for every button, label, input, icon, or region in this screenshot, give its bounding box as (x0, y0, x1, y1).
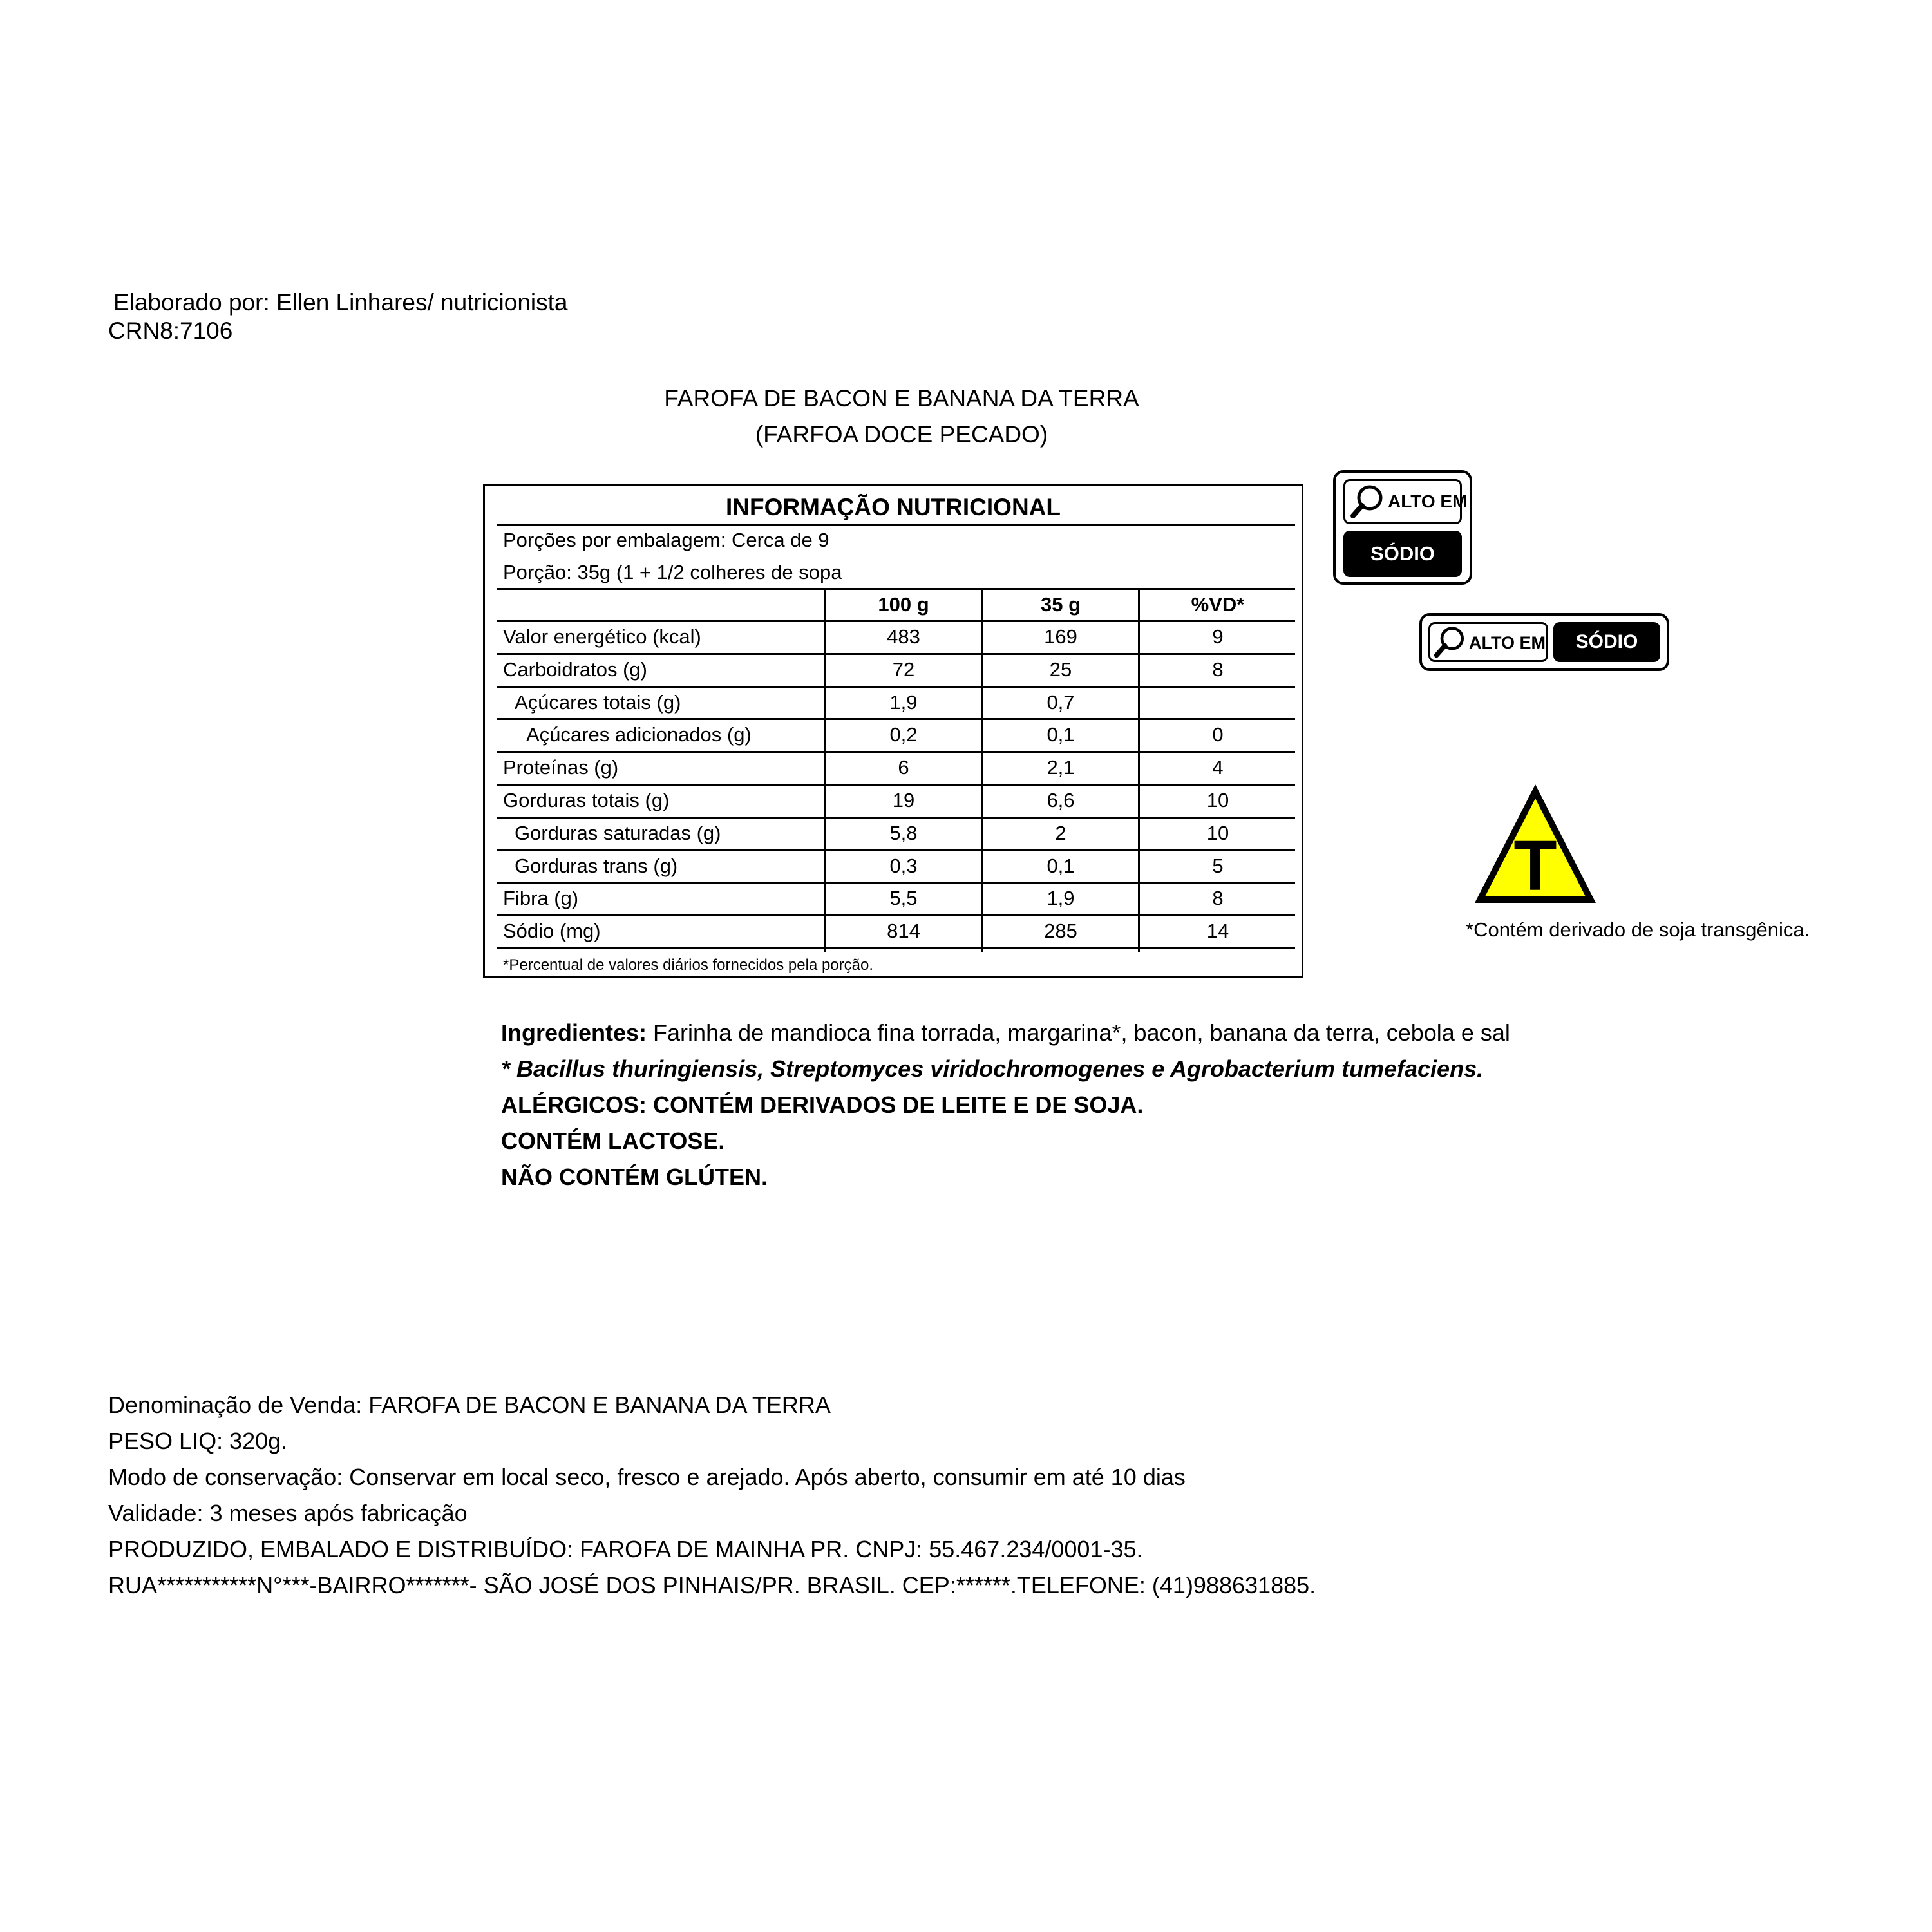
nutrient-value-100g: 72 (892, 658, 915, 681)
sodio-box (1343, 531, 1462, 577)
ingredients-block (501, 1015, 1510, 1195)
nutrient-label: Gorduras trans (g) (515, 854, 678, 877)
gluten-warning: NÃO CONTÉM GLÚTEN. (501, 1164, 768, 1190)
divider (497, 620, 1295, 622)
column-header-100g: 100 g (878, 593, 929, 616)
row-divider (497, 817, 1295, 819)
nutrient-value-35g: 2 (1055, 821, 1066, 844)
net-weight: PESO LIQ: 320g. (108, 1428, 288, 1454)
nutrient-label: Gorduras saturadas (g) (515, 821, 721, 844)
row-divider (497, 849, 1295, 851)
product-info-footer (108, 1387, 1316, 1604)
nutrient-label: Valor energético (kcal) (503, 625, 701, 648)
nutrient-value-35g: 169 (1044, 625, 1077, 648)
nutrient-value-35g: 0,1 (1046, 723, 1075, 746)
nutrient-value-100g: 0,3 (889, 854, 918, 877)
nutrient-label: Açúcares adicionados (g) (526, 723, 752, 746)
magnifier-icon (1349, 482, 1388, 521)
divider (497, 524, 1295, 526)
row-divider (497, 784, 1295, 786)
nutrition-facts-table (483, 484, 1303, 978)
nutrient-value-100g: 5,5 (889, 887, 918, 910)
nutrient-value-vd: 10 (1206, 821, 1229, 844)
nutrient-label: Proteínas (g) (503, 756, 619, 779)
lactose-warning: CONTÉM LACTOSE. (501, 1128, 725, 1154)
allergens-warning: ALÉRGICOS: CONTÉM DERIVADOS DE LEITE E DE SOJA. (501, 1092, 1144, 1118)
nutrient-value-100g: 6 (898, 756, 909, 779)
nutrient-value-35g: 0,1 (1046, 854, 1075, 877)
nutrient-value-100g: 814 (887, 920, 920, 943)
producer-address: RUA***********N°***-BAIRRO*******- SÃO JOSÉ DOS PINHAIS/PR. BRASIL. CEP:******.TELEFONE: (41)988631885. (108, 1572, 1316, 1598)
column-divider (824, 588, 826, 952)
transgenic-triangle-icon (1471, 781, 1600, 907)
nutrient-value-vd: 5 (1212, 854, 1224, 877)
transgenic-letter: T (1513, 826, 1557, 905)
alto-em-box (1343, 479, 1468, 524)
author-block (108, 289, 568, 345)
nutrient-value-vd: 14 (1206, 920, 1229, 943)
ingredients-line (501, 1015, 1510, 1051)
row-divider (497, 751, 1295, 753)
row-divider (497, 914, 1295, 916)
nutrient-value-vd: 8 (1212, 887, 1224, 910)
author-name: Elaborado por: Ellen Linhares/ nutricionista (113, 289, 568, 316)
ingredients-label: Ingredientes: (501, 1019, 647, 1046)
transgenic-symbol (1471, 781, 1600, 910)
nutrient-value-100g: 1,9 (889, 690, 918, 714)
nutrient-value-vd: 8 (1212, 658, 1224, 681)
alto-em-label: ALTO EM (1388, 491, 1468, 511)
product-title: FAROFA DE BACON E BANANA DA TERRA (664, 385, 1139, 412)
divider (497, 588, 1295, 590)
ingredients-text: Farinha de mandioca fina torrada, margarina*, bacon, banana da terra, cebola e sal (647, 1019, 1510, 1046)
transgenic-note: *Contém derivado de soja transgênica. (1466, 918, 1810, 941)
producer-info: PRODUZIDO, EMBALADO E DISTRIBUÍDO: FAROFA DE MAINHA PR. CNPJ: 55.467.234/0001-35. (108, 1536, 1143, 1562)
nutrient-value-35g: 25 (1049, 658, 1072, 681)
row-divider (497, 882, 1295, 884)
column-header-vd: %VD* (1191, 593, 1245, 616)
nutrient-value-vd: 10 (1206, 789, 1229, 811)
servings-per-package: Porções por embalagem: Cerca de 9 (503, 529, 829, 551)
row-divider (497, 686, 1295, 688)
nutrient-value-100g: 19 (892, 789, 915, 811)
sodio-label: SÓDIO (1370, 542, 1435, 565)
column-divider (981, 588, 983, 952)
column-divider (1138, 588, 1140, 952)
nutrient-label: Açúcares totais (g) (515, 690, 681, 714)
serving-size: Porção: 35g (1 + 1/2 colheres de sopa (503, 561, 842, 583)
nutrient-value-35g: 0,7 (1046, 690, 1075, 714)
nutrient-value-35g: 285 (1044, 920, 1077, 943)
nutrient-value-vd: 4 (1212, 756, 1224, 779)
nutrient-value-100g: 483 (887, 625, 920, 648)
storage-instructions: Modo de conservação: Conservar em local seco, fresco e arejado. Após aberto, consumir em até 10 dias (108, 1464, 1186, 1490)
nutrient-label: Sódio (mg) (503, 920, 601, 943)
alto-em-box (1428, 622, 1548, 662)
nutrient-value-vd: 9 (1212, 625, 1224, 648)
sodio-box (1553, 622, 1660, 662)
sodio-label: SÓDIO (1575, 631, 1638, 652)
nutrient-value-100g: 0,2 (889, 723, 918, 746)
row-divider (497, 718, 1295, 720)
nutrition-heading: INFORMAÇÃO NUTRICIONAL (725, 494, 1061, 520)
validity: Validade: 3 meses após fabricação (108, 1500, 468, 1526)
author-registration: CRN8:7106 (108, 317, 233, 344)
magnifier-icon (1433, 624, 1469, 660)
row-divider (497, 653, 1295, 655)
nutrient-value-35g: 6,6 (1046, 789, 1075, 811)
nutrient-label: Carboidratos (g) (503, 658, 647, 681)
sales-denomination: Denominação de Venda: FAROFA DE BACON E BANANA DA TERRA (108, 1392, 831, 1418)
nutrient-label: Gorduras totais (g) (503, 789, 670, 811)
nutrient-value-35g: 1,9 (1046, 887, 1075, 910)
column-header-35g: 35 g (1040, 593, 1081, 616)
nutrient-value-vd: 0 (1212, 723, 1224, 746)
gmo-organisms: * Bacillus thuringiensis, Streptomyces viridochromogenes e Agrobacterium tumefaciens. (501, 1056, 1484, 1082)
row-divider (497, 947, 1295, 949)
high-sodium-badge-horizontal (1419, 613, 1669, 671)
high-sodium-badge-vertical (1333, 470, 1472, 585)
nutrient-value-35g: 2,1 (1046, 756, 1075, 779)
nutrient-value-100g: 5,8 (889, 821, 918, 844)
table-footnote: *Percentual de valores diários fornecidos pela porção. (503, 956, 874, 974)
alto-em-label: ALTO EM (1469, 633, 1546, 652)
product-subtitle: (FARFOA DOCE PECADO) (755, 421, 1048, 448)
nutrient-label: Fibra (g) (503, 887, 579, 910)
